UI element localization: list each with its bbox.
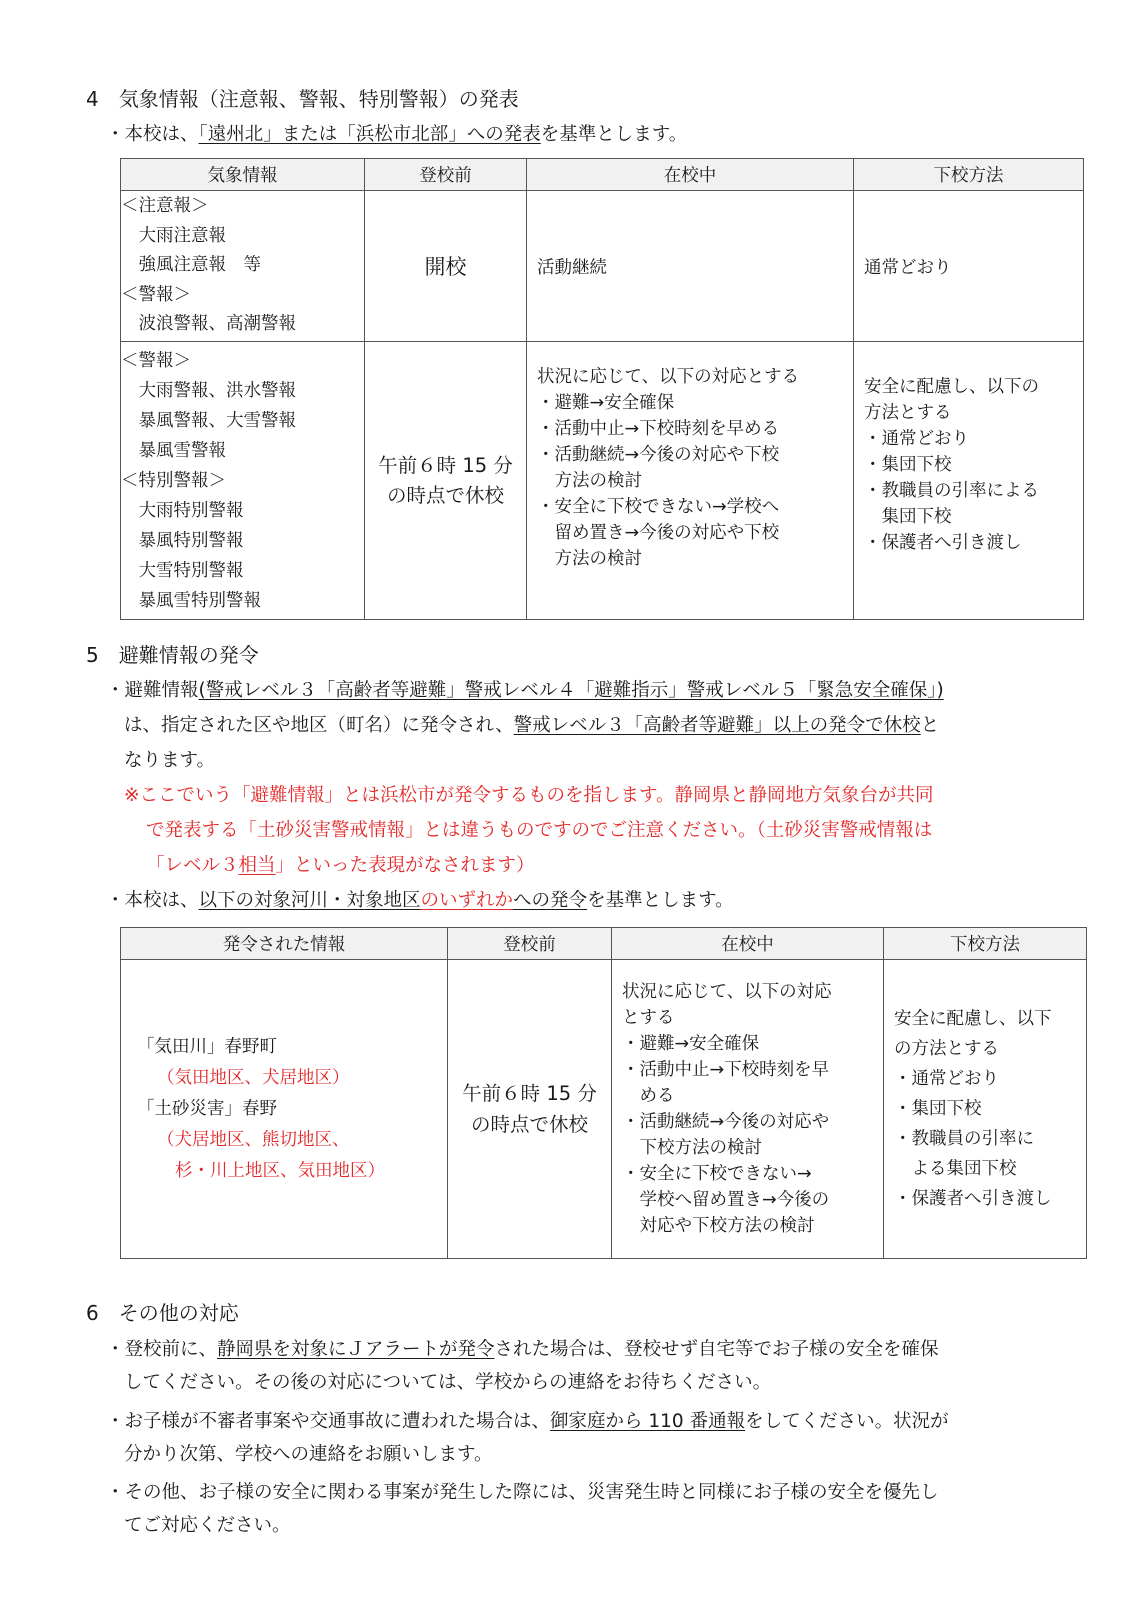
col-header: 在校中 xyxy=(527,159,854,191)
other-bullet-3-line-2: てご対応ください。 xyxy=(124,1515,291,1536)
info-line: 暴風雪警報 xyxy=(121,440,226,461)
col-header: 発令された情報 xyxy=(121,928,448,960)
table-header-row xyxy=(121,928,1087,960)
other-bullet-1-line-1 xyxy=(106,1337,939,1363)
during-line: ・避難→安全確保 xyxy=(537,393,675,413)
info-line: 暴風雪特別警報 xyxy=(121,590,261,611)
note-underlined: への発令 xyxy=(513,890,588,911)
dismissal-line: 安全に配慮し、以下 xyxy=(894,1009,1052,1029)
section-4-heading: 4 気象情報（注意報、警報、特別警報）の発表 xyxy=(86,87,519,111)
note-text-end: を基準とします。 xyxy=(587,890,734,911)
during-school-cell xyxy=(527,342,854,620)
col-header: 登校前 xyxy=(365,159,527,191)
dismissal-line: ・通常どおり xyxy=(894,1069,999,1089)
note-text-end: を基準とします。 xyxy=(540,124,688,145)
warning-note-line-3 xyxy=(146,853,535,879)
info-line: 大雨注意報 xyxy=(121,225,226,246)
during-line: 対応や下校方法の検討 xyxy=(622,1216,815,1236)
weather-info-cell xyxy=(121,342,365,620)
warning-underlined: 相当 xyxy=(238,855,276,876)
info-line: 波浪警報、高潮警報 xyxy=(121,314,296,335)
during-line: ・活動継続→今後の対応や xyxy=(622,1112,830,1132)
other-bullet-2-line-1 xyxy=(106,1409,949,1435)
dismissal-line: 方法とする xyxy=(864,403,952,423)
info-line: ＜注意報＞ xyxy=(121,196,209,217)
para-text: ・避難情報 xyxy=(106,680,199,701)
issued-info-cell xyxy=(121,960,448,1259)
other-bullet-1-line-2: してください。その後の対応については、学校からの連絡をお待ちください。 xyxy=(124,1372,772,1393)
before-school-cell xyxy=(448,960,612,1259)
para-underlined: (警戒レベル３「高齢者等避難」警戒レベル４「避難指示」警戒レベル５「緊急安全確保」) xyxy=(198,680,944,701)
info-line: 暴風警報、大雪警報 xyxy=(121,410,296,431)
info-line: 大雨特別警報 xyxy=(121,500,244,521)
dismissal-line: 安全に配慮し、以下の xyxy=(864,377,1039,397)
evacuation-info-table xyxy=(120,927,1087,1259)
warning-text: 「レベル３ xyxy=(146,855,239,876)
para-text: は、指定された区や地区（町名）に発令され、 xyxy=(124,715,514,736)
dismissal-line: よる集団下校 xyxy=(894,1159,1017,1179)
note-underlined: 以下の対象河川・対象地区 xyxy=(198,890,421,911)
col-header: 登校前 xyxy=(448,928,612,960)
info-line: ＜特別警報＞ xyxy=(121,470,226,491)
bullet-text-end: された場合は、登校せず自宅等でお子様の安全を確保 xyxy=(494,1339,939,1360)
dismissal-line: ・集団下校 xyxy=(894,1099,982,1119)
info-line: 「土砂災害」春野 xyxy=(137,1098,277,1119)
table-header-row xyxy=(121,159,1084,191)
bullet-underlined: 静岡県を対象にＪアラートが発令 xyxy=(217,1339,495,1360)
section-6-heading: 6 その他の対応 xyxy=(86,1301,239,1325)
dismissal-cell: 通常どおり xyxy=(854,191,1084,342)
evacuation-paragraph-line-3: なります。 xyxy=(124,750,216,771)
dismissal-cell xyxy=(854,342,1084,620)
para-text-end: と xyxy=(920,715,940,736)
warning-note-line-1: ※ここでいう「避難情報」とは浜松市が発令するものを指します。静岡県と静岡地方気象台が共同 xyxy=(124,785,934,806)
during-line: 状況に応じて、以下の対応とする xyxy=(537,367,800,387)
bullet-text: ・お子様が不審者事案や交通事故に遭われた場合は、 xyxy=(106,1411,551,1432)
during-line: ・活動中止→下校時刻を早める xyxy=(537,419,780,439)
info-line: 大雪特別警報 xyxy=(121,560,244,581)
other-bullet-3-line-1: ・その他、お子様の安全に関わる事案が発生した際には、災害発生時と同様にお子様の安全を優先し xyxy=(106,1482,939,1503)
before-line: 午前６時 15 分 xyxy=(462,1082,597,1105)
table-row xyxy=(121,342,1084,620)
target-note xyxy=(106,888,734,914)
dismissal-line: 集団下校 xyxy=(864,507,952,527)
during-line: ・活動中止→下校時刻を早 xyxy=(622,1060,830,1080)
info-line: 「気田川」春野町 xyxy=(137,1036,277,1057)
note-underlined: 「遠州北」または「浜松市北部」への発表 xyxy=(198,124,541,145)
info-line: 強風注意報 等 xyxy=(121,255,261,276)
section-5-heading: 5 避難情報の発令 xyxy=(86,643,259,667)
before-school-cell xyxy=(365,342,527,620)
bullet-text: ・登校前に、 xyxy=(106,1339,218,1360)
weather-info-cell xyxy=(121,191,365,342)
info-line-red: （気田地区、犬居地区） xyxy=(157,1067,350,1088)
during-line: ・安全に下校できない→学校へ xyxy=(537,497,780,517)
during-line: ・安全に下校できない→ xyxy=(622,1164,812,1184)
during-line: とする xyxy=(622,1008,675,1028)
dismissal-line: ・教職員の引率に xyxy=(894,1129,1034,1149)
para-underlined: 警戒レベル３「高齢者等避難」以上の発令で休校 xyxy=(513,715,921,736)
bullet-underlined: 御家庭から 110 番通報 xyxy=(550,1411,746,1432)
during-line: 留め置き→今後の対応や下校 xyxy=(537,523,780,543)
during-line: ・避難→安全確保 xyxy=(622,1034,760,1054)
info-line: 大雨警報、洪水警報 xyxy=(121,380,296,401)
dismissal-line: ・通常どおり xyxy=(864,429,969,449)
col-header: 在校中 xyxy=(612,928,884,960)
during-line: 学校へ留め置き→今後の xyxy=(622,1190,830,1210)
warning-text-end: 」といった表現がなされます） xyxy=(275,855,535,876)
table-row xyxy=(121,960,1087,1259)
bullet-text-end: をしてください。状況が xyxy=(745,1411,949,1432)
during-line: ・活動継続→今後の対応や下校 xyxy=(537,445,780,465)
weather-info-table xyxy=(120,158,1084,620)
during-line: 下校方法の検討 xyxy=(622,1138,762,1158)
note-text: ・本校は、 xyxy=(106,124,199,145)
note-underlined-red: のいずれか xyxy=(420,890,514,911)
col-header: 下校方法 xyxy=(854,159,1084,191)
during-line: 方法の検討 xyxy=(537,549,642,569)
before-school-cell: 開校 xyxy=(365,191,527,342)
info-line-red: （犬居地区、熊切地区、 xyxy=(157,1129,350,1150)
dismissal-line: ・集団下校 xyxy=(864,455,952,475)
before-line: 午前６時 15 分 xyxy=(378,453,513,477)
col-header: 下校方法 xyxy=(884,928,1087,960)
during-school-cell xyxy=(612,960,884,1259)
section-4-note xyxy=(106,122,687,148)
dismissal-line: の方法とする xyxy=(894,1039,999,1059)
during-line: める xyxy=(622,1086,675,1106)
info-line: ＜警報＞ xyxy=(121,284,191,305)
other-bullet-2-line-2: 分かり次第、学校への連絡をお願いします。 xyxy=(124,1444,493,1465)
note-text: ・本校は、 xyxy=(106,890,199,911)
during-line: 方法の検討 xyxy=(537,471,642,491)
info-line-red: 杉・川上地区、気田地区） xyxy=(175,1160,385,1181)
table-row xyxy=(121,191,1084,342)
dismissal-cell xyxy=(884,960,1087,1259)
during-school-cell: 活動継続 xyxy=(527,191,854,342)
dismissal-line: ・教職員の引率による xyxy=(864,481,1039,501)
dismissal-line: ・保護者へ引き渡し xyxy=(864,533,1022,553)
warning-note-line-2: で発表する「土砂災害警戒情報」とは違うものですのでご注意ください。（土砂災害警戒情報は xyxy=(146,820,933,841)
before-line: の時点で休校 xyxy=(470,1113,588,1136)
evacuation-paragraph-line-1 xyxy=(106,678,944,704)
evacuation-paragraph-line-2 xyxy=(124,713,939,739)
during-line: 状況に応じて、以下の対応 xyxy=(622,982,832,1002)
dismissal-line: ・保護者へ引き渡し xyxy=(894,1189,1052,1209)
info-line: 暴風特別警報 xyxy=(121,530,244,551)
info-line: ＜警報＞ xyxy=(121,350,191,371)
before-line: の時点で休校 xyxy=(386,483,504,507)
col-header: 気象情報 xyxy=(121,159,365,191)
